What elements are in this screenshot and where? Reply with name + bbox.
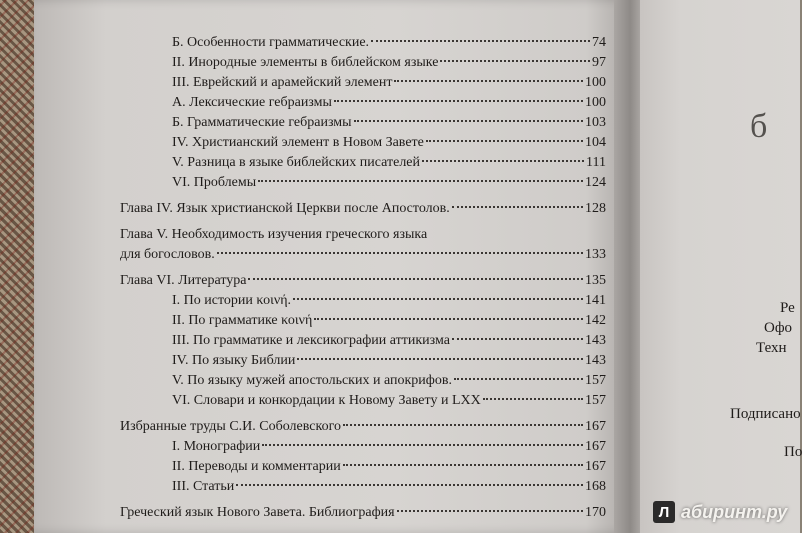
toc-entry-page: 135 bbox=[585, 273, 606, 288]
toc-leader-dots bbox=[426, 140, 583, 142]
toc-entry-title: III. Статьи bbox=[172, 479, 235, 494]
toc-entry bbox=[172, 113, 606, 133]
right-page-line: Техн bbox=[756, 340, 787, 356]
toc-entry-title: IV. Христианский элемент в Новом Завете bbox=[172, 135, 424, 150]
toc-entry-page: 133 bbox=[585, 247, 606, 262]
labirint-logo-icon: Л bbox=[653, 501, 675, 523]
toc-entry-page: 143 bbox=[585, 353, 606, 368]
toc-entry-page: 167 bbox=[585, 459, 606, 474]
left-page bbox=[34, 0, 634, 533]
toc-entry-page: 74 bbox=[592, 35, 606, 50]
toc-entry-title: III. По грамматике и лексикографии аттикизма bbox=[172, 333, 450, 348]
toc-entry bbox=[172, 73, 606, 93]
toc-entry-title: Б. Грамматические гебраизмы bbox=[172, 115, 352, 130]
toc-entry-title: I. Монографии bbox=[172, 439, 261, 454]
toc-leader-dots bbox=[483, 398, 583, 400]
toc-entry bbox=[172, 133, 606, 153]
toc-entry-title: Глава VI. Литература bbox=[120, 273, 247, 288]
toc-entry-page: 141 bbox=[585, 293, 606, 308]
toc-entry bbox=[172, 391, 606, 411]
toc-entry-title: V. Разница в языке библейских писателей bbox=[172, 155, 421, 170]
toc-entry-page: 104 bbox=[585, 135, 606, 150]
toc-leader-dots bbox=[293, 298, 583, 300]
toc-entry bbox=[172, 457, 606, 477]
right-page-line: Подписано bbox=[730, 406, 801, 422]
toc-entry bbox=[120, 271, 606, 291]
toc-leader-dots bbox=[422, 160, 584, 162]
toc-entry-page: 111 bbox=[586, 155, 606, 170]
toc-leader-dots bbox=[343, 424, 583, 426]
toc-leader-dots bbox=[314, 318, 583, 320]
toc-leader-dots bbox=[371, 40, 590, 42]
toc-entry bbox=[120, 199, 606, 219]
toc-entry-title: Избранные труды С.И. Соболевского bbox=[120, 419, 341, 434]
toc-entry-page: 124 bbox=[585, 175, 606, 190]
toc-entry bbox=[172, 173, 606, 193]
toc-entry bbox=[120, 417, 606, 437]
toc-leader-dots bbox=[217, 252, 583, 254]
toc-leader-dots bbox=[258, 180, 583, 182]
toc-leader-dots bbox=[454, 378, 583, 380]
watermark-text: абиринт.ру bbox=[681, 501, 788, 522]
toc-entry bbox=[172, 53, 606, 73]
toc-entry bbox=[172, 477, 606, 497]
toc-entry-page: 167 bbox=[585, 419, 606, 434]
toc-entry bbox=[172, 291, 606, 311]
toc-entry-page: 157 bbox=[585, 393, 606, 408]
toc-entry-page: 167 bbox=[585, 439, 606, 454]
toc-leader-dots bbox=[297, 358, 583, 360]
toc-entry-title: Б. Особенности грамматические. bbox=[172, 35, 370, 50]
toc-leader-dots bbox=[440, 60, 590, 62]
toc-entry bbox=[120, 245, 606, 265]
right-page-line: Ре bbox=[780, 300, 795, 316]
toc-entry-page: 100 bbox=[585, 95, 606, 110]
toc-entry-page: 157 bbox=[585, 373, 606, 388]
toc-entry-page: 128 bbox=[585, 201, 606, 216]
toc-leader-dots bbox=[236, 484, 583, 486]
labirint-watermark bbox=[653, 498, 787, 526]
toc-entry-title: II. Инородные элементы в библейском языке bbox=[172, 55, 439, 70]
toc-leader-dots bbox=[452, 338, 583, 340]
toc-entry bbox=[172, 33, 606, 53]
toc-entry bbox=[172, 93, 606, 113]
toc-entry bbox=[120, 503, 606, 523]
toc-entry-title: VI. Проблемы bbox=[172, 175, 257, 190]
toc-entry-page: 103 bbox=[585, 115, 606, 130]
toc-entry-title: III. Еврейский и арамейский элемент bbox=[172, 75, 393, 90]
toc-entry-title: Греческий язык Нового Завета. Библиография bbox=[120, 505, 395, 520]
toc-entry bbox=[172, 437, 606, 457]
toc-entry bbox=[172, 311, 606, 331]
toc-entry-page: 143 bbox=[585, 333, 606, 348]
toc-entry-title: IV. По языку Библии bbox=[172, 353, 296, 368]
toc-leader-dots bbox=[334, 100, 583, 102]
toc-entry-title: Глава V. Необходимость изучения греческого языка bbox=[120, 227, 428, 242]
toc-entry-page: 142 bbox=[585, 313, 606, 328]
toc-entry-title: для богословов. bbox=[120, 247, 215, 262]
toc-entry-title: II. По грамматике κοινή bbox=[172, 313, 313, 328]
toc-leader-dots bbox=[262, 444, 583, 446]
toc-entry-title: VI. Словари и конкордации к Новому Завету и LXX bbox=[172, 393, 481, 408]
toc-leader-dots bbox=[394, 80, 583, 82]
toc-entry-title: А. Лексические гебраизмы bbox=[172, 95, 332, 110]
toc-entry bbox=[172, 351, 606, 371]
toc-entry-page: 97 bbox=[592, 55, 606, 70]
toc-entry-title: Глава IV. Язык христианской Церкви после Апостолов. bbox=[120, 201, 450, 216]
toc-entry bbox=[172, 153, 606, 173]
right-page-letter: б bbox=[750, 108, 768, 145]
toc-leader-dots bbox=[397, 510, 583, 512]
toc-entry-page: 170 bbox=[585, 505, 606, 520]
right-page-line: Офо bbox=[764, 320, 793, 336]
right-page-line: По bbox=[784, 444, 802, 460]
toc-entry bbox=[120, 225, 606, 245]
toc-leader-dots bbox=[354, 120, 583, 122]
toc-entry bbox=[172, 331, 606, 351]
toc-leader-dots bbox=[248, 278, 583, 280]
toc-leader-dots bbox=[452, 206, 583, 208]
table-of-contents bbox=[34, 0, 634, 533]
toc-entry-page: 100 bbox=[585, 75, 606, 90]
toc-entry-title: V. По языку мужей апостольских и апокрифов. bbox=[172, 373, 452, 388]
right-page bbox=[640, 0, 800, 533]
toc-entry-title: I. По истории κοινή. bbox=[172, 293, 292, 308]
toc-entry-title: II. Переводы и комментарии bbox=[172, 459, 341, 474]
toc-entry-page: 168 bbox=[585, 479, 606, 494]
toc-leader-dots bbox=[343, 464, 583, 466]
toc-entry bbox=[172, 371, 606, 391]
